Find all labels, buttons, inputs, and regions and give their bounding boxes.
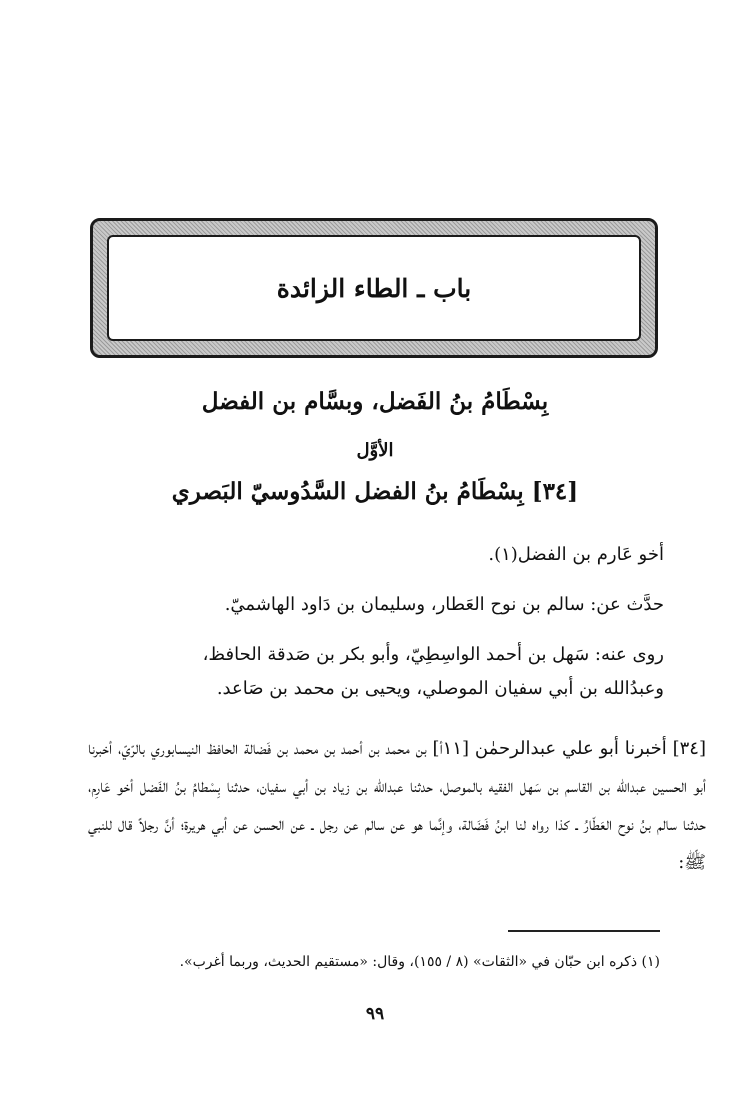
footnote: (١) ذكره ابن حبّان في «الثقات» (٨ / ١٥٥)، وقال: «مستقيم الحديث، وربما أغرب». <box>179 954 660 970</box>
hadith-body-text: [٣٤] أخبرنا أبو علي عبدالرحمٰن [١١أ] بن محمد بن أحمد بن محمد بن فَضالة الحافظ النيسابوري بالرّيّ، أخبرنا أبو الحسين عبدالله بن القاسم بن سَهل الفقيه بالموصل، حدثنا عبدالله بن زياد بن أبي سفيان، حدثنا بِسْطامُ بنُ الفَضل أخو عَارِم، حدثنا سالم بنُ نوح العَطّارُ ـ كذا رواه لنا ابنُ فَضَالة، وإنَّما هو عن سالم عن رجل ـ عن الحسن عن أبي هريرة؛ أنَّ رجلاً قال للنبي ﷺ: <box>88 738 707 873</box>
chapter-title-frame <box>90 218 658 358</box>
paragraph-narrators <box>64 638 664 706</box>
paragraph-brother: أخو عَارم بن الفضل(١). <box>488 544 664 565</box>
footnote-divider <box>508 930 660 932</box>
chapter-title: باب ـ الطاء الزائدة <box>276 273 472 303</box>
narrators-line-2: وعبدُالله بن أبي سفيان الموصلي، ويحيى بن محمد بن صَاعد. <box>216 678 664 699</box>
page-number: ٩٩ <box>365 1004 385 1024</box>
section-heading: بِسْطَامُ بنُ الفَضل، وبسَّام بن الفضل <box>201 388 549 415</box>
subsection-heading: الأوَّل <box>356 440 394 461</box>
paragraph-narrated-from: حدَّث عن: سالم بن نوح العَطار، وسليمان بن دَاود الهاشميّ. <box>224 594 664 615</box>
entry-heading: [٣٤] بِسْطَامُ بنُ الفضل السَّدُوسيّ البَصري <box>171 478 579 505</box>
chapter-title-box <box>107 235 641 341</box>
narrators-line-1: روى عنه: سَهل بن أحمد الواسِطِيّ، وأبو بكر بن صَدقة الحافظ، <box>202 644 664 665</box>
